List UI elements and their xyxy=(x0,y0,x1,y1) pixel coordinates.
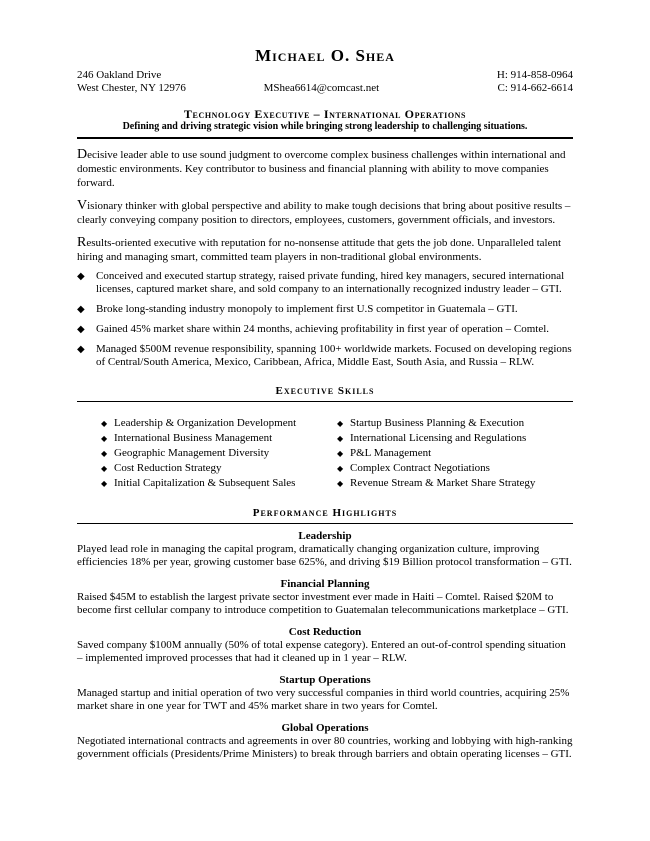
performance-item xyxy=(77,530,573,569)
performance-item xyxy=(77,674,573,713)
drop-letter: D xyxy=(77,147,88,162)
list-item xyxy=(337,416,573,431)
list-item xyxy=(337,431,573,446)
performance-item-text: Played lead role in managing the capital program, dramatically changing organization culture, improving efficiencies 18% per year, growing customer base 625%, and driving $19 Billion protocol transformation – GTI. xyxy=(77,543,572,568)
performance-item-text: Negotiated international contracts and agreements in over 80 countries, working and lobbying with high-ranking government officials (Presidents/Prime Ministers) to break through barriers and obtain operating licenses – GTI. xyxy=(77,735,573,760)
diamond-bullet-icon: ◆ xyxy=(77,304,85,315)
skills-heading: Executive Skills xyxy=(275,385,375,397)
performance-item xyxy=(77,626,573,665)
skills-column-left xyxy=(101,416,337,491)
performance-item-text: Managed startup and initial operation of two very successful companies in third world countries, acquiring 25% market share in one year for TWT and 45% market share in two years for Comtel. xyxy=(77,687,570,712)
diamond-bullet-icon: ◆ xyxy=(77,271,85,282)
skill-text: Geographic Management Diversity xyxy=(114,447,270,459)
title-block xyxy=(77,107,573,133)
drop-letter: V xyxy=(77,198,88,213)
performance-item-title: Cost Reduction xyxy=(288,626,362,638)
list-item xyxy=(77,323,573,336)
performance-item-text: Raised $45M to establish the largest private sector investment ever made in Haiti – Comtel. Raised $20M to become first cellular company to introduce competition to Guatemalan telecommunications marketplace – GTI. xyxy=(77,591,569,616)
drop-letter: R xyxy=(77,235,87,250)
summary-section xyxy=(77,148,573,264)
email-address[interactable]: MShea6614@comcast.net xyxy=(263,82,380,94)
diamond-bullet-icon: ◆ xyxy=(101,464,108,473)
list-item xyxy=(101,446,337,461)
diamond-bullet-icon: ◆ xyxy=(77,324,85,335)
skills-grid xyxy=(77,416,573,491)
skill-text: International Business Management xyxy=(114,432,273,444)
skill-text: Leadership & Organization Development xyxy=(114,417,297,429)
list-item xyxy=(101,431,337,446)
skill-text: Revenue Stream & Market Share Strategy xyxy=(350,477,536,489)
skill-text: P&L Management xyxy=(350,447,432,459)
performance-item xyxy=(77,722,573,761)
list-item xyxy=(101,476,337,491)
skill-text: Complex Contract Negotiations xyxy=(350,462,490,474)
skills-divider xyxy=(77,401,573,402)
achievement-text: Gained 45% market share within 24 months, achieving profitability in first year of operation – Comtel. xyxy=(96,323,550,335)
diamond-bullet-icon: ◆ xyxy=(101,434,108,443)
performance-item-title: Leadership xyxy=(298,530,352,542)
performance-item-title: Startup Operations xyxy=(279,674,371,686)
achievements-list xyxy=(77,270,573,369)
address-block xyxy=(77,69,186,95)
skill-text: Startup Business Planning & Execution xyxy=(350,417,525,429)
diamond-bullet-icon: ◆ xyxy=(337,419,344,428)
list-item xyxy=(337,461,573,476)
performance-divider xyxy=(77,523,573,524)
performance-item-text: Saved company $100M annually (50% of total expense category). Entered an out-of-control spending situation – implemented improved processes that had it cleaned up in 1 year – RLW. xyxy=(77,639,566,664)
summary-text: ecisive leader able to use sound judgment to overcome complex business challenges within international and domestic environments. Key contributor to business and financial planning with ability to move companies forward. xyxy=(77,149,566,189)
list-item xyxy=(77,303,573,316)
diamond-bullet-icon: ◆ xyxy=(337,464,344,473)
home-phone: H: 914-858-0964 xyxy=(496,69,573,81)
contact-block xyxy=(77,69,573,95)
cell-phone: C: 914-662-6614 xyxy=(497,82,573,94)
professional-title: Technology Executive – International Operations xyxy=(183,107,467,121)
list-item xyxy=(77,343,573,369)
professional-subtitle: Defining and driving strategic vision while bringing strong leadership to challenging situations. xyxy=(122,121,528,132)
diamond-bullet-icon: ◆ xyxy=(77,344,85,355)
diamond-bullet-icon: ◆ xyxy=(101,449,108,458)
diamond-bullet-icon: ◆ xyxy=(337,449,344,458)
skill-text: Cost Reduction Strategy xyxy=(114,462,222,474)
performance-item xyxy=(77,578,573,617)
skill-text: Initial Capitalization & Subsequent Sales xyxy=(114,477,296,489)
skills-column-right xyxy=(337,416,573,491)
skill-text: International Licensing and Regulations xyxy=(350,432,527,444)
list-item xyxy=(101,416,337,431)
performance-item-title: Financial Planning xyxy=(280,578,370,590)
list-item xyxy=(101,461,337,476)
diamond-bullet-icon: ◆ xyxy=(101,419,108,428)
list-item xyxy=(337,446,573,461)
list-item xyxy=(77,270,573,296)
email-block xyxy=(264,69,380,95)
performance-item-title: Global Operations xyxy=(281,722,369,734)
address-line-2: West Chester, NY 12976 xyxy=(77,82,186,94)
summary-text: esults-oriented executive with reputation for no-nonsense attitude that gets the job done. Unparalleled talent hiring and managing smart, committed team players in non-traditional global environments. xyxy=(77,237,562,263)
diamond-bullet-icon: ◆ xyxy=(337,434,344,443)
achievement-text: Conceived and executed startup strategy, raised private funding, hired key managers, secured international licenses, captured market share, and sold company to an internationally recognized industry leader – GTI. xyxy=(96,270,565,295)
title-divider xyxy=(77,137,573,139)
address-line-1: 246 Oakland Drive xyxy=(77,69,162,81)
summary-paragraph xyxy=(77,236,573,264)
diamond-bullet-icon: ◆ xyxy=(101,479,108,488)
performance-heading: Performance Highlights xyxy=(252,507,398,519)
achievement-text: Managed $500M revenue responsibility, spanning 100+ worldwide markets. Focused on developing regions of Central/South America, Mexico, Caribbean, Africa, Middle East, South Asia, and Russia – RLW. xyxy=(96,343,572,368)
summary-paragraph xyxy=(77,199,573,227)
phone-block xyxy=(497,69,573,95)
diamond-bullet-icon: ◆ xyxy=(337,479,344,488)
summary-paragraph xyxy=(77,148,573,190)
list-item xyxy=(337,476,573,491)
summary-text: isionary thinker with global perspective and ability to make tough decisions that bring about positive results – clearly conveying company position to directors, employees, customers, government officials, and investors. xyxy=(77,200,571,226)
candidate-name: Michael O. Shea xyxy=(255,46,395,65)
performance-list xyxy=(77,530,573,761)
achievement-text: Broke long-standing industry monopoly to implement first U.S competitor in Guatemala – GTI. xyxy=(96,303,518,315)
